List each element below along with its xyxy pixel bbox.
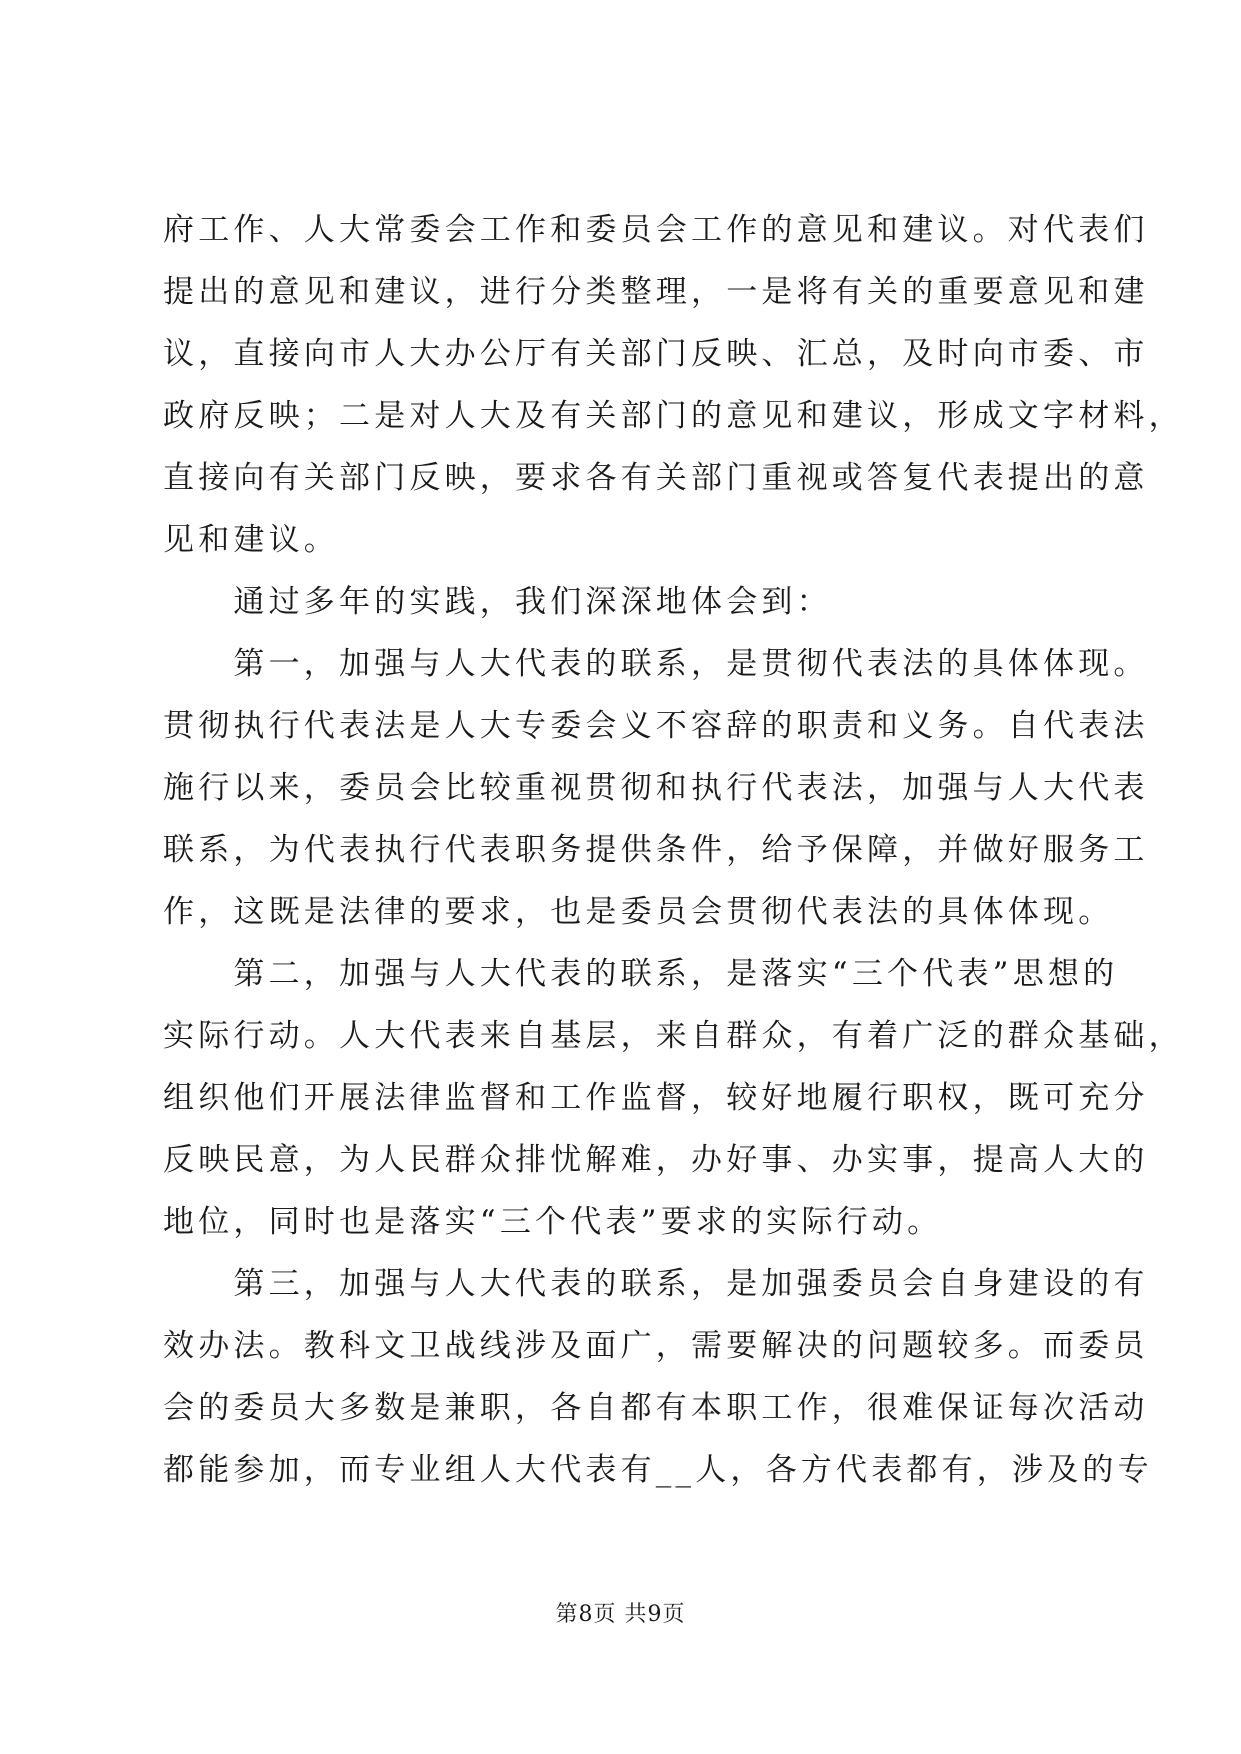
text-line: 反映民意，为人民群众排忧解难，办好事、办实事，提高人大的 [163, 1142, 1149, 1178]
text-line: 府工作、人大常委会工作和委员会工作的意见和建议。对代表们 [163, 212, 1149, 248]
text-line: 会的委员大多数是兼职，各自都有本职工作，很难保证每次活动 [163, 1390, 1149, 1426]
text-line: 直接向有关部门反映，要求各有关部门重视或答复代表提出的意 [163, 460, 1149, 496]
text-line: 第三，加强与人大代表的联系，是加强委员会自身建设的有 [163, 1266, 1149, 1302]
text-line: 第二，加强与人大代表的联系，是落实“三个代表”思想的 [163, 956, 1119, 992]
text-line: 第一，加强与人大代表的联系，是贯彻代表法的具体体现。 [163, 646, 1149, 682]
text-line: 通过多年的实践，我们深深地体会到： [163, 584, 832, 620]
page-number-footer: 第8页 共9页 [555, 1602, 686, 1627]
text-line: 提出的意见和建议，进行分类整理，一是将有关的重要意见和建 [163, 274, 1149, 310]
text-line: 议，直接向市人大办公厅有关部门反映、汇总，及时向市委、市 [163, 336, 1149, 372]
text-line: 见和建议。 [163, 522, 339, 558]
text-line: 施行以来，委员会比较重视贯彻和执行代表法，加强与人大代表 [163, 770, 1149, 806]
text-line: 组织他们开展法律监督和工作监督，较好地履行职权，既可充分 [163, 1080, 1149, 1116]
text-line: 政府反映；二是对人大及有关部门的意见和建议，形成文字材料， [163, 398, 1184, 434]
text-line: 联系，为代表执行代表职务提供条件，给予保障，并做好服务工 [163, 832, 1149, 868]
text-line: 都能参加，而专业组人大代表有__人，各方代表都有，涉及的专 [163, 1452, 1153, 1488]
text-line: 贯彻执行代表法是人大专委会义不容辞的职责和义务。自代表法 [163, 708, 1149, 744]
text-line: 效办法。教科文卫战线涉及面广，需要解决的问题较多。而委员 [163, 1328, 1149, 1364]
text-line: 作，这既是法律的要求，也是委员会贯彻代表法的具体体现。 [163, 894, 1114, 930]
text-line: 地位，同时也是落实“三个代表”要求的实际行动。 [163, 1204, 943, 1240]
text-line: 实际行动。人大代表来自基层，来自群众，有着广泛的群众基础， [163, 1018, 1184, 1054]
